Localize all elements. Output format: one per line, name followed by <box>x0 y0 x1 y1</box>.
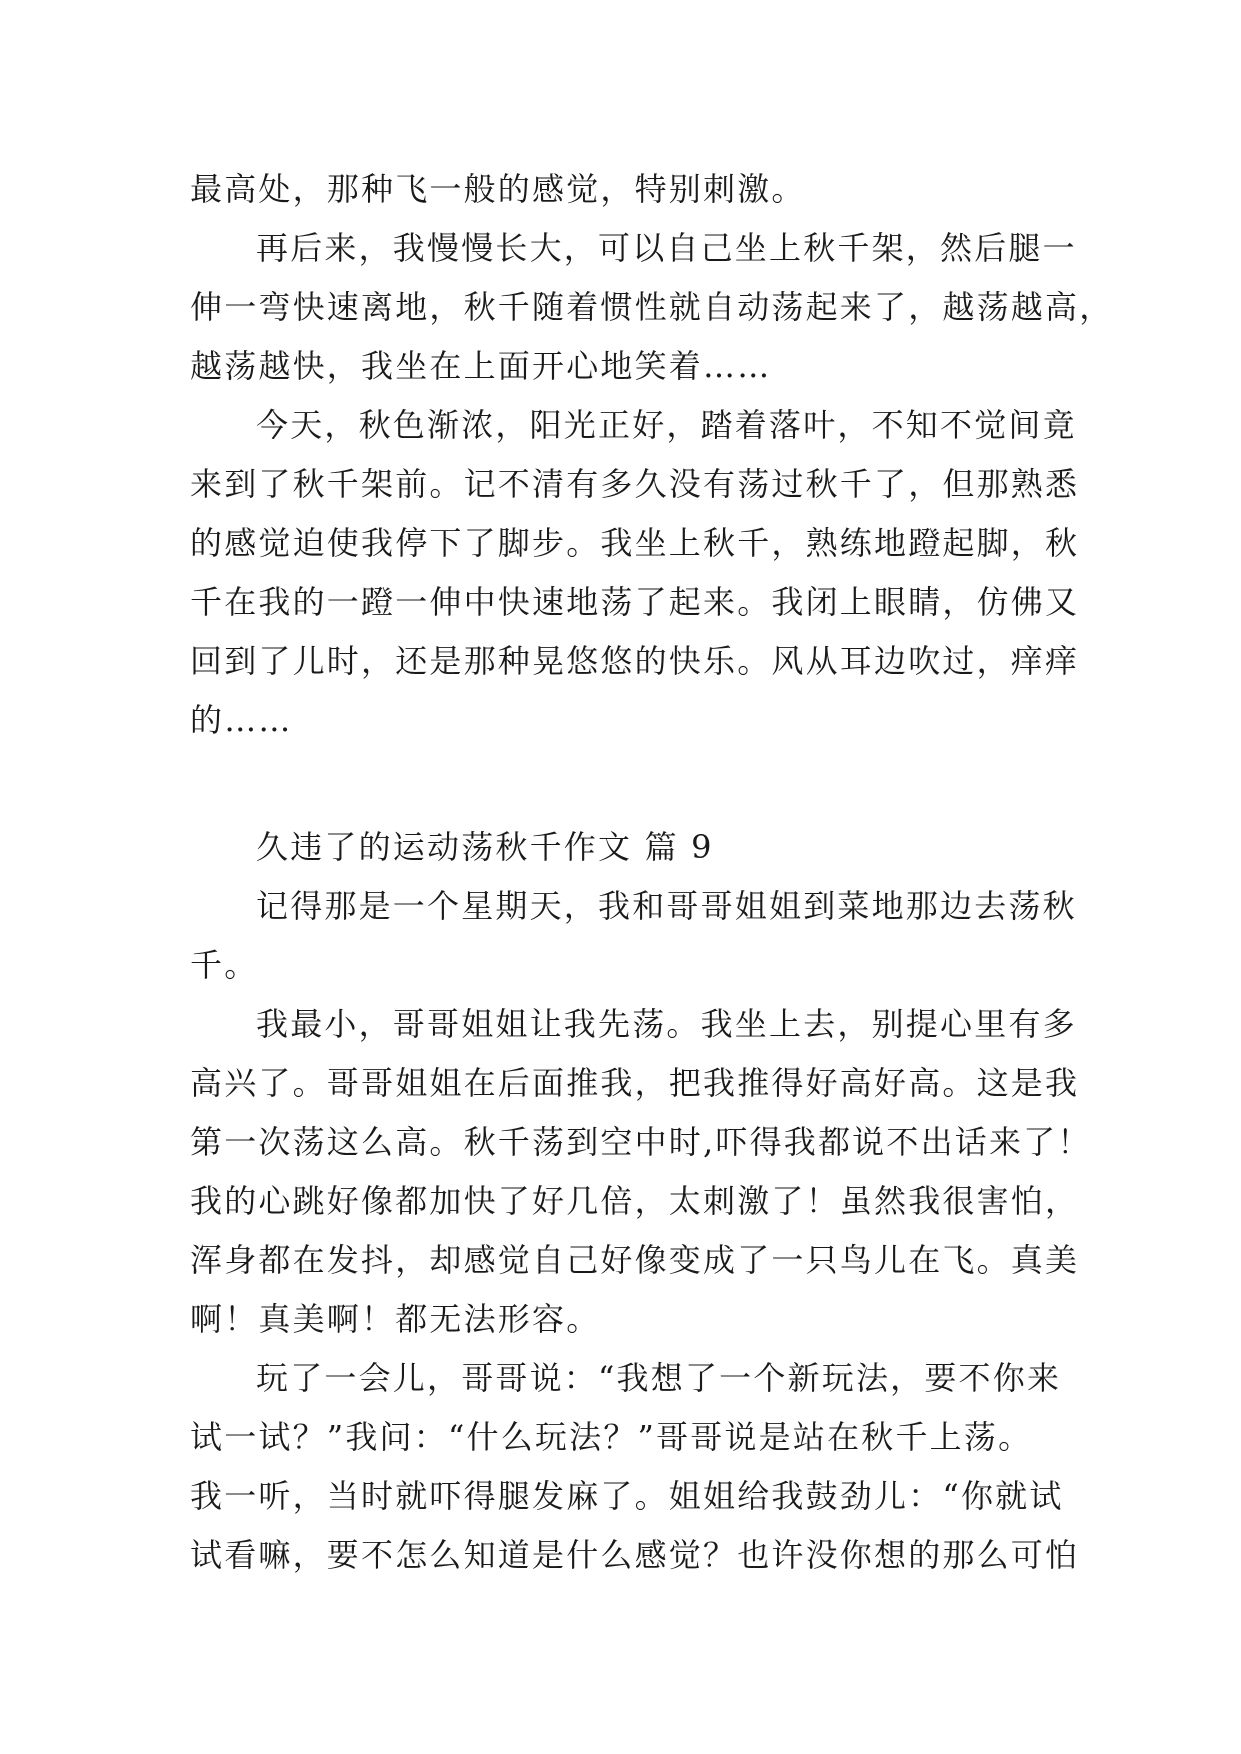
text-line: 千。 <box>190 946 259 984</box>
section-spacer <box>190 750 1060 818</box>
text-line: 我的心跳好像都加快了好几倍，太刺激了！虽然我很害怕， <box>190 1182 1080 1220</box>
text-line: 千在我的一蹬一伸中快速地荡了起来。我闭上眼睛，仿佛又 <box>190 583 1080 621</box>
text-line: 今天，秋色渐浓，阳光正好，踏着落叶，不知不觉间竟 <box>256 406 1077 444</box>
paragraph <box>190 160 1060 219</box>
document-body <box>190 160 1114 1585</box>
text-line: 的…… <box>190 701 293 739</box>
text-line: 我最小，哥哥姐姐让我先荡。我坐上去，别提心里有多 <box>256 1005 1077 1043</box>
text-line: 高兴了。哥哥姐姐在后面推我，把我推得好高好高。这是我 <box>190 1064 1080 1102</box>
text-line: 记得那是一个星期天，我和哥哥姐姐到菜地那边去荡秋 <box>256 887 1077 925</box>
text-line: 浑身都在发抖，却感觉自己好像变成了一只鸟儿在飞。真美 <box>190 1241 1080 1279</box>
text-line: 试一试？”我问：“什么玩法？”哥哥说是站在秋千上荡。 <box>190 1418 1033 1456</box>
text-line: 的感觉迫使我停下了脚步。我坐上秋千，熟练地蹬起脚，秋 <box>190 524 1080 562</box>
text-line: 第一次荡这么高。秋千荡到空中时,吓得我都说不出话来了！ <box>190 1123 1092 1161</box>
paragraph <box>190 1349 1080 1585</box>
text-line: 试看嘛，要不怎么知道是什么感觉？也许没你想的那么可怕 <box>190 1536 1080 1574</box>
paragraph <box>190 219 1114 396</box>
text-line: 我一听，当时就吓得腿发麻了。姐姐给我鼓劲儿：“你就试 <box>190 1477 1064 1515</box>
text-line: 最高处，那种飞一般的感觉，特别刺激。 <box>190 170 806 208</box>
text-line: 越荡越快，我坐在上面开心地笑着…… <box>190 347 772 385</box>
text-line: 再后来，我慢慢长大，可以自己坐上秋千架，然后腿一 <box>256 229 1077 267</box>
text-line: 啊！真美啊！都无法形容。 <box>190 1300 601 1338</box>
paragraph <box>190 396 1080 750</box>
text-line: 玩了一会儿，哥哥说：“我想了一个新玩法，要不你来 <box>256 1359 1062 1397</box>
paragraph <box>190 995 1092 1349</box>
text-line: 伸一弯快速离地，秋千随着惯性就自动荡起来了，越荡越高， <box>190 288 1114 326</box>
paragraph <box>190 877 1077 995</box>
text-line: 回到了儿时，还是那种晃悠悠的快乐。风从耳边吹过，痒痒 <box>190 642 1080 680</box>
text-line: 来到了秋千架前。记不清有多久没有荡过秋千了，但那熟悉 <box>190 465 1080 503</box>
section-heading: 久违了的运动荡秋千作文 篇 9 <box>256 828 714 866</box>
